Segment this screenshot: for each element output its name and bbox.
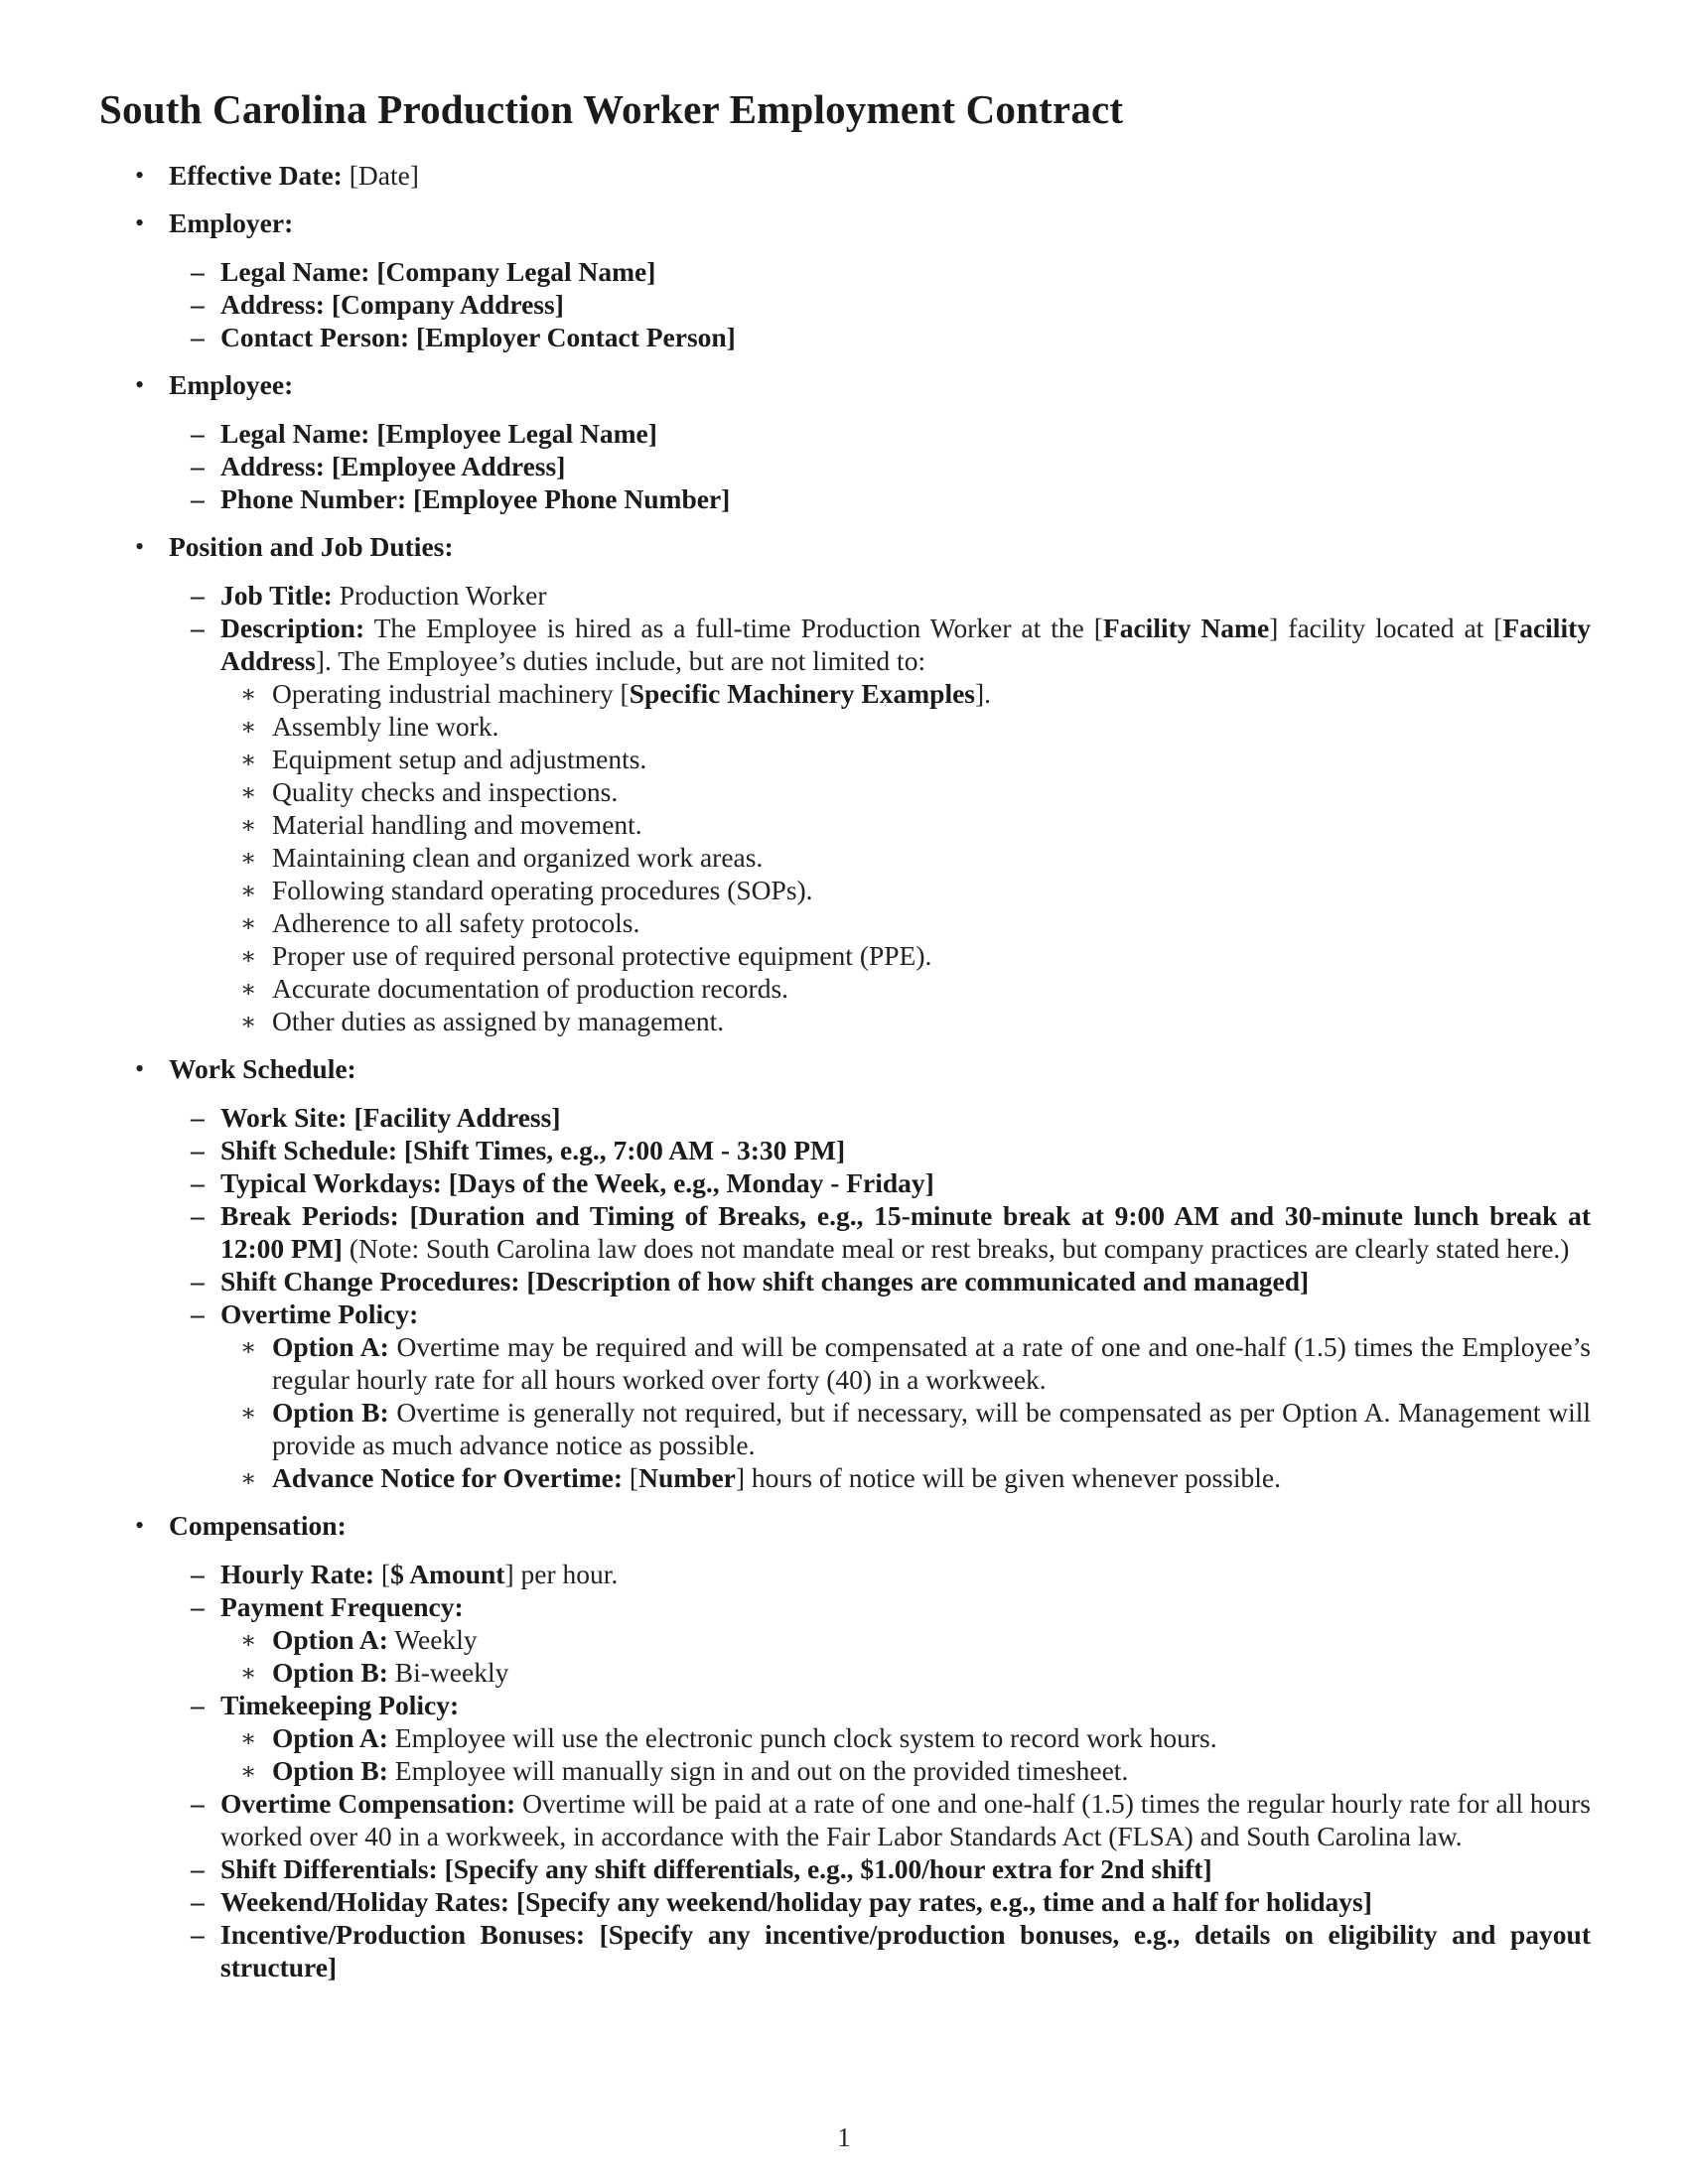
employee-section	[99, 368, 1591, 515]
work-site: – Work Site: [Facility Address]	[160, 1101, 1591, 1134]
employer-contact: – Contact Person: [Employer Contact Person]	[160, 321, 1591, 353]
position-section	[99, 530, 1591, 1037]
duty-item: ∗ Quality checks and inspections.	[220, 775, 1591, 808]
timekeeping-option-a: ∗ Option A: Employee will use the electronic punch clock system to record work hours.	[220, 1721, 1591, 1754]
timekeeping-option-b: ∗ Option B: Employee will manually sign in and out on the provided timesheet.	[220, 1754, 1591, 1787]
employee-heading: Employee:	[169, 369, 294, 400]
compensation-heading: Compensation:	[169, 1510, 347, 1541]
shift-differentials: – Shift Differentials: [Specify any shift differentials, e.g., $1.00/hour extra for 2nd shift]	[160, 1852, 1591, 1885]
frequency-option-a: ∗ Option A: Weekly	[220, 1623, 1591, 1656]
incentive-bonuses: – Incentive/Production Bonuses: [Specify any incentive/production bonuses, e.g., details on eligibility and payout structure]	[160, 1918, 1591, 1983]
overtime-advance-notice: ∗ Advance Notice for Overtime: [Number] hours of notice will be given whenever possible.	[220, 1461, 1591, 1494]
employee-phone: – Phone Number: [Employee Phone Number]	[160, 482, 1591, 515]
shift-schedule: – Shift Schedule: [Shift Times, e.g., 7:00 AM - 3:30 PM]	[160, 1134, 1591, 1166]
duty-item: ∗ Proper use of required personal protective equipment (PPE).	[220, 939, 1591, 972]
effective-date-value: [Date]	[349, 160, 419, 191]
employer-section	[99, 206, 1591, 353]
overtime-policy: – Overtime Policy: ∗ Option A: Overtime may be required and will be compensated at a rate of one and one-half (1.5) times the Employee’s regular hourly rate for all hours worked over forty (40) in a workweek. ∗ Option B: Overtime is generally not required, but if necessary, will be compensated as per Option A. Management will provide as much advance notice as possible. ∗ Advance Notice for Overtime: [Number] hours of notice will be given whenever possible.	[160, 1297, 1591, 1494]
employee-address: – Address: [Employee Address]	[160, 450, 1591, 482]
employer-address: – Address: [Company Address]	[160, 288, 1591, 321]
duty-item: ∗ Maintaining clean and organized work areas.	[220, 841, 1591, 874]
contract-body	[99, 159, 1591, 1998]
duty-item: ∗ Material handling and movement.	[220, 808, 1591, 841]
typical-workdays: – Typical Workdays: [Days of the Week, e.g., Monday - Friday]	[160, 1166, 1591, 1199]
employer-legal-name: – Legal Name: [Company Legal Name]	[160, 255, 1591, 288]
timekeeping-policy: – Timekeeping Policy: ∗ Option A: Employee will use the electronic punch clock system to record work hours. ∗ Option B: Employee will manually sign in and out on the provided timesheet.	[160, 1689, 1591, 1787]
payment-frequency: – Payment Frequency: ∗ Option A: Weekly ∗ Option B: Bi-weekly	[160, 1590, 1591, 1689]
effective-date-label: Effective Date:	[169, 160, 343, 191]
job-description: – Description: The Employee is hired as a full-time Production Worker at the [Facility Name] facility located at [Facility Address]. The Employee’s duties include, but are not limited to: ∗ Operating industrial machinery [Specific Machinery Examples]. ∗ Assembly line work. ∗ Equipment setup and adjustments. ∗ Quality checks and inspections. ∗ Material handling and movement. ∗ Maintaining clean and organized work areas. ∗ Following standard operating procedures (SOPs). ∗ Adherence to all safety protocols. ∗ Proper use of required personal protective equipment (PPE). ∗ Accurate documentation of production records. ∗ Other duties as assigned by management.	[160, 612, 1591, 1037]
duty-item: ∗ Other duties as assigned by management.	[220, 1005, 1591, 1037]
duty-item: ∗ Following standard operating procedures (SOPs).	[220, 874, 1591, 906]
duty-item: ∗ Equipment setup and adjustments.	[220, 743, 1591, 775]
hourly-rate: – Hourly Rate: [$ Amount] per hour.	[160, 1558, 1591, 1590]
duty-item: ∗ Adherence to all safety protocols.	[220, 906, 1591, 939]
overtime-option-a: ∗ Option A: Overtime may be required and will be compensated at a rate of one and one-half (1.5) times the Employee’s regular hourly rate for all hours worked over forty (40) in a workweek.	[220, 1330, 1591, 1396]
duty-item: ∗ Accurate documentation of production records.	[220, 972, 1591, 1005]
overtime-option-b: ∗ Option B: Overtime is generally not required, but if necessary, will be compensated as per Option A. Management will provide as much advance notice as possible.	[220, 1396, 1591, 1461]
effective-date-item	[99, 159, 1591, 192]
schedule-heading: Work Schedule:	[169, 1053, 356, 1084]
overtime-compensation: – Overtime Compensation: Overtime will be paid at a rate of one and one-half (1.5) times the regular hourly rate for all hours worked over 40 in a workweek, in accordance with the Fair Labor Standards Act (FLSA) and South Carolina law.	[160, 1787, 1591, 1852]
break-periods: – Break Periods: [Duration and Timing of Breaks, e.g., 15-minute break at 9:00 AM and 30-minute lunch break at 12:00 PM] (Note: South Carolina law does not mandate meal or rest breaks, but company practices are clearly stated here.)	[160, 1199, 1591, 1265]
frequency-option-b: ∗ Option B: Bi-weekly	[220, 1656, 1591, 1689]
job-title: – Job Title: Production Worker	[160, 579, 1591, 612]
compensation-section	[99, 1509, 1591, 1983]
duty-item: ∗ Assembly line work.	[220, 710, 1591, 743]
duty-item: ∗ Operating industrial machinery [Specific Machinery Examples].	[220, 677, 1591, 710]
employee-legal-name: – Legal Name: [Employee Legal Name]	[160, 417, 1591, 450]
employer-heading: Employer:	[169, 207, 294, 238]
schedule-section	[99, 1052, 1591, 1494]
page-title: South Carolina Production Worker Employment Contract	[99, 86, 1124, 132]
shift-change-procedures: – Shift Change Procedures: [Description of how shift changes are communicated and managed]	[160, 1265, 1591, 1297]
duties-list	[220, 677, 1591, 1037]
page-number: 1	[837, 2122, 851, 2152]
weekend-holiday-rates: – Weekend/Holiday Rates: [Specify any weekend/holiday pay rates, e.g., time and a half for holidays]	[160, 1885, 1591, 1918]
position-heading: Position and Job Duties:	[169, 531, 454, 562]
